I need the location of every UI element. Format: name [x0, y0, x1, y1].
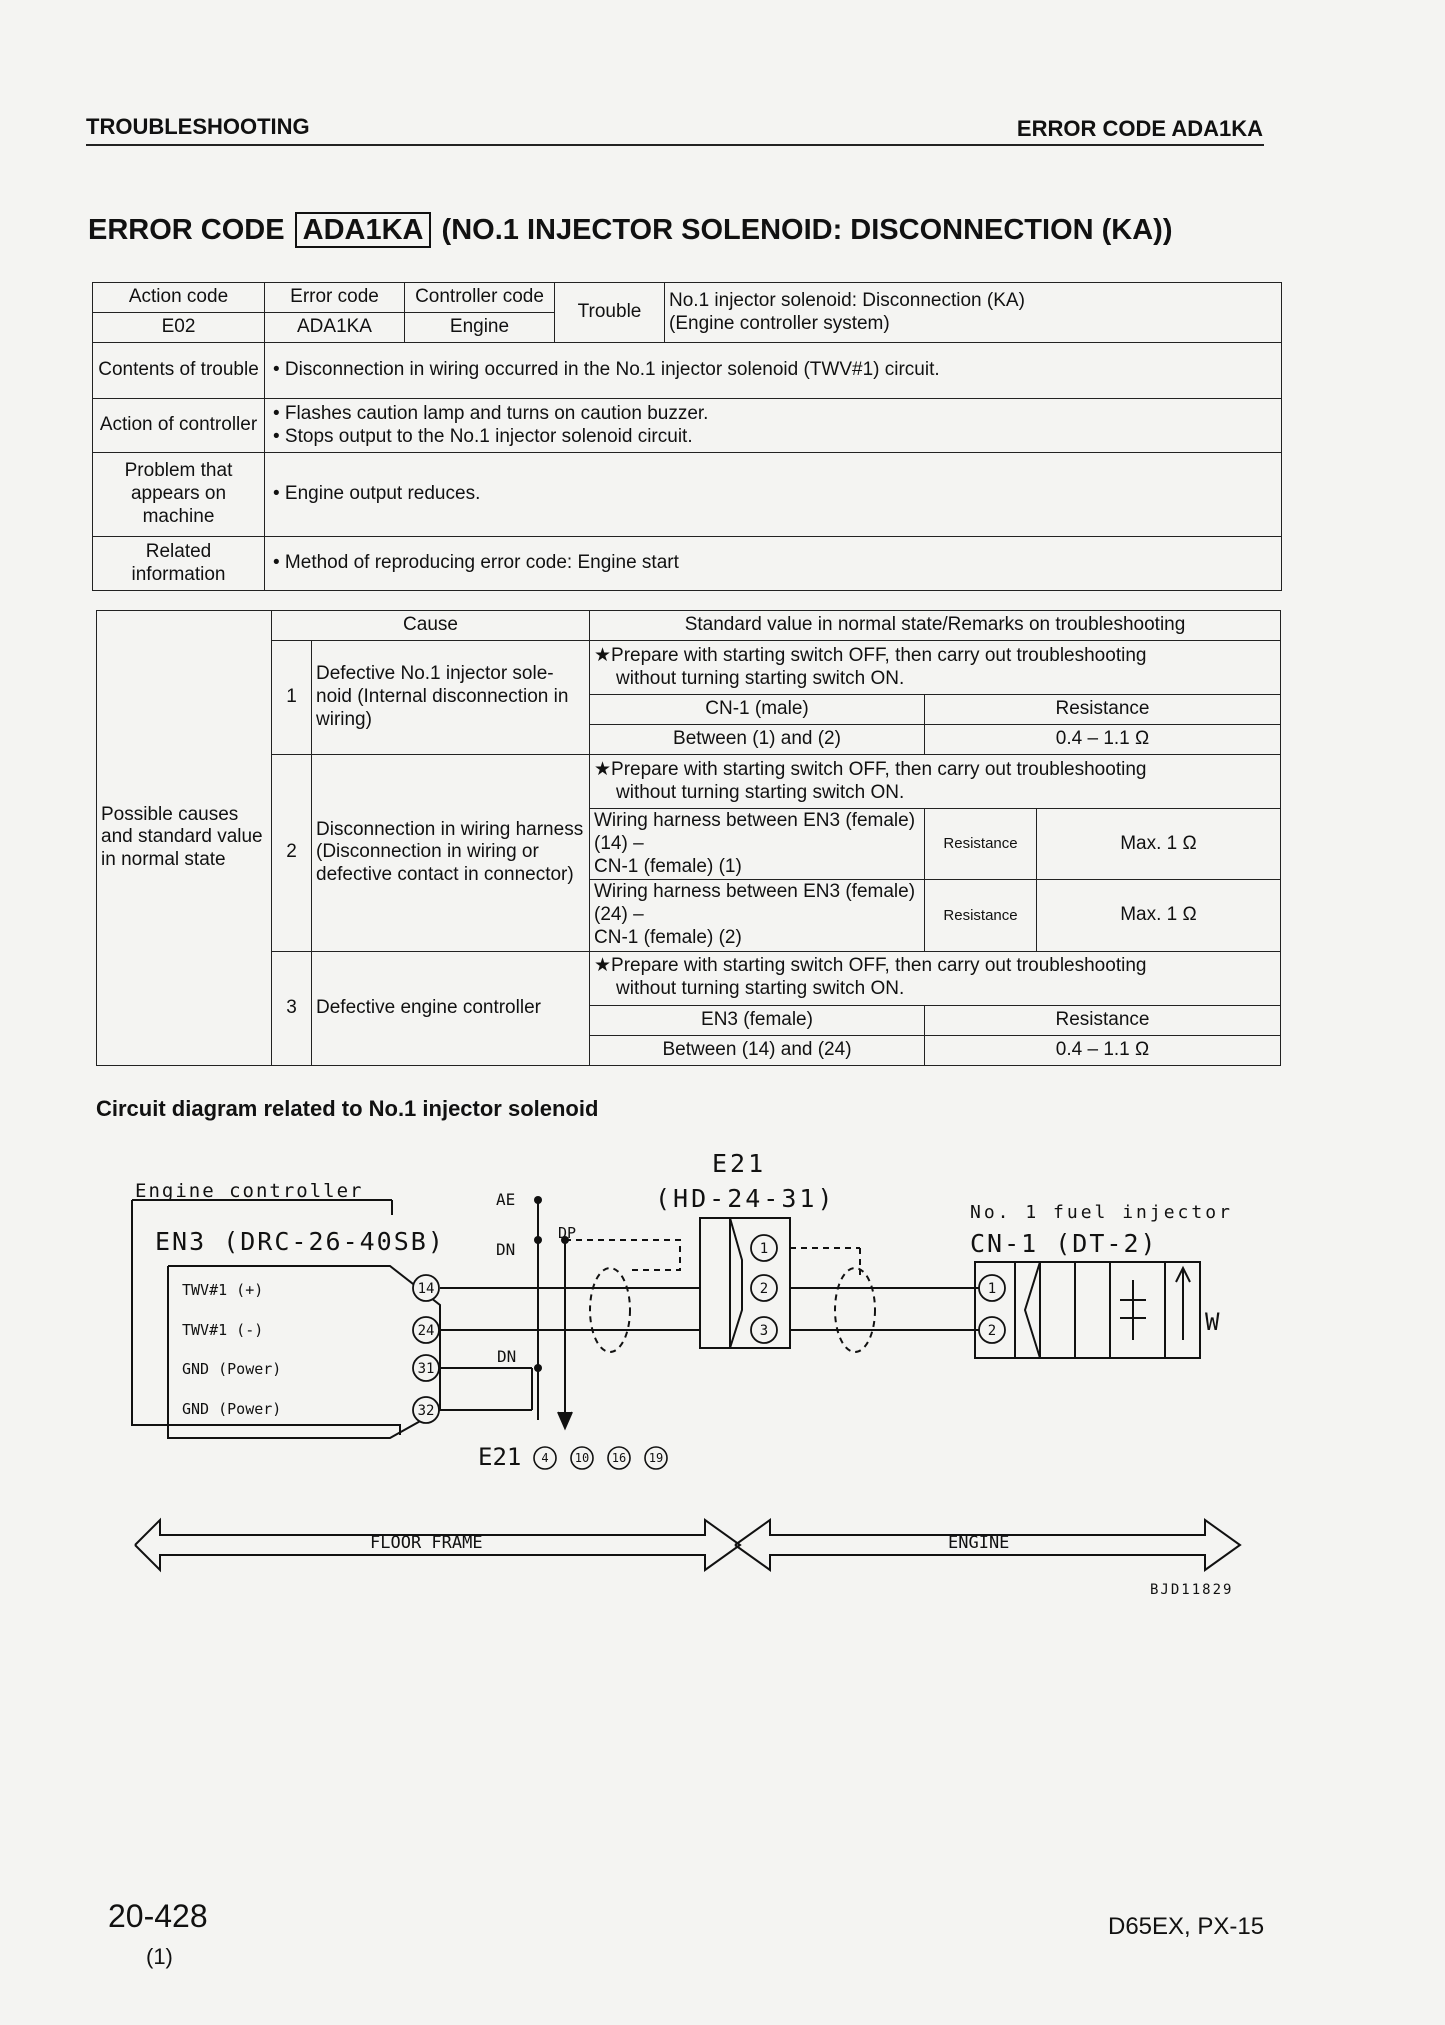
- measure-col2-header: Resistance: [925, 1005, 1281, 1035]
- pin-label: 1: [987, 1281, 997, 1297]
- error-code-box: ADA1KA: [295, 212, 432, 248]
- harness-check-1-value: Max. 1 Ω: [1037, 809, 1281, 880]
- floor-frame-label: FLOOR FRAME: [370, 1533, 483, 1553]
- possible-causes-label: Possible causes and standard value in normal state: [97, 611, 272, 1066]
- cause-number: 3: [272, 951, 312, 1065]
- ae-label: AE: [496, 1190, 516, 1209]
- ground-pin: 19: [648, 1451, 664, 1465]
- e21-ground-label: E21: [478, 1443, 522, 1471]
- injector-connector: CN-1 (DT-2): [970, 1229, 1158, 1258]
- dn-label: DN: [496, 1240, 516, 1259]
- prepare-note: ★Prepare with starting switch OFF, then carry out troubleshooting without turning starting switch ON.: [590, 755, 1281, 809]
- harness-check-2-type: Resistance: [925, 880, 1037, 951]
- measure-col1-header: CN-1 (male): [590, 695, 925, 725]
- pin-name: TWV#1 (-): [182, 1321, 264, 1339]
- measure-col2-value: 0.4 – 1.1 Ω: [925, 725, 1281, 755]
- error-code-value: ADA1KA: [265, 313, 405, 343]
- header-left: TROUBLESHOOTING: [86, 114, 310, 139]
- dn-junction-2: [534, 1364, 542, 1372]
- pin-label: 1: [759, 1241, 769, 1257]
- ground-pin: 16: [611, 1451, 627, 1465]
- cause-number: 2: [272, 755, 312, 952]
- header-right: ERROR CODE ADA1KA: [1016, 116, 1263, 141]
- figure-id: BJD11829: [1150, 1582, 1234, 1598]
- cause-text: Defective engine controller: [312, 951, 590, 1065]
- problem-label: Problem that appears on machine: [93, 453, 265, 537]
- revision: (1): [146, 1944, 173, 1969]
- pin-name: TWV#1 (+): [182, 1281, 264, 1299]
- page-title: ERROR CODE ADA1KA (NO.1 INJECTOR SOLENOID: DISCONNECTION (KA)): [88, 214, 1173, 246]
- related-info-label: Related information: [93, 537, 265, 591]
- action-of-controller-text: • Flashes caution lamp and turns on caution buzzer. • Stops output to the No.1 injector solenoid circuit.: [265, 399, 1282, 453]
- action-of-controller-label: Action of controller: [93, 399, 265, 453]
- problem-text: • Engine output reduces.: [265, 453, 1282, 537]
- pin-name: GND (Power): [182, 1400, 282, 1418]
- pin-label: 24: [417, 1323, 435, 1339]
- harness-check-1: Wiring harness between EN3 (female) (14) – CN-1 (female) (1): [590, 809, 925, 880]
- ground-pin: 10: [574, 1451, 590, 1465]
- measure-col1-header: EN3 (female): [590, 1005, 925, 1035]
- action-code-label: Action code: [93, 283, 265, 313]
- prepare-note: ★Prepare with starting switch OFF, then carry out troubleshooting without turning starting switch ON.: [590, 641, 1281, 695]
- measure-col2-header: Resistance: [925, 695, 1281, 725]
- controller-label: Engine controller: [135, 1180, 364, 1202]
- trouble-label: Trouble: [555, 283, 665, 343]
- harness-check-1-type: Resistance: [925, 809, 1037, 880]
- en3-label: EN3 (DRC-26-40SB): [155, 1227, 445, 1256]
- circuit-title: Circuit diagram related to No.1 injector solenoid: [96, 1096, 599, 1121]
- pin-name: GND (Power): [182, 1360, 282, 1378]
- dn-junction: [534, 1236, 542, 1244]
- pin-label: 3: [759, 1323, 769, 1339]
- pin-label: 32: [417, 1403, 435, 1419]
- engine-label: ENGINE: [948, 1533, 1010, 1553]
- ae-junction: [534, 1196, 542, 1204]
- ground-pin: 4: [541, 1451, 549, 1465]
- measure-col2-value: 0.4 – 1.1 Ω: [925, 1035, 1281, 1065]
- model-name: D65EX, PX-15: [1108, 1913, 1265, 1940]
- measure-col1-value: Between (1) and (2): [590, 725, 925, 755]
- related-info-text: • Method of reproducing error code: Engine start: [265, 537, 1282, 591]
- harness-check-2: Wiring harness between EN3 (female) (24) – CN-1 (female) (2): [590, 880, 925, 951]
- controller-code-label: Controller code: [405, 283, 555, 313]
- e21-subtitle: (HD-24-31): [655, 1184, 836, 1213]
- pin-label: 14: [417, 1281, 435, 1297]
- injector-title: No. 1 fuel injector: [970, 1202, 1233, 1223]
- action-code-value: E02: [93, 313, 265, 343]
- controller-code-value: Engine: [405, 313, 555, 343]
- dn-label-2: DN: [497, 1347, 517, 1366]
- cause-text: Disconnection in wiring harness (Disconnection in wiring or defective contact in connector): [312, 755, 590, 952]
- dp-label: DP: [558, 1224, 577, 1242]
- page-number: 20-428: [108, 1898, 208, 1934]
- harness-check-2-value: Max. 1 Ω: [1037, 880, 1281, 951]
- pin-label: 31: [417, 1361, 435, 1377]
- injector-symbol: W: [1205, 1308, 1220, 1336]
- cause-number: 1: [272, 641, 312, 755]
- e21-title: E21: [712, 1149, 767, 1178]
- measure-col1-value: Between (14) and (24): [590, 1035, 925, 1065]
- contents-label: Contents of trouble: [93, 343, 265, 399]
- trouble-description: No.1 injector solenoid: Disconnection (KA) (Engine controller system): [665, 283, 1282, 343]
- error-code-label: Error code: [265, 283, 405, 313]
- cause-header: Cause: [272, 611, 590, 641]
- pin-label: 2: [759, 1281, 769, 1297]
- standard-value-header: Standard value in normal state/Remarks on troubleshooting: [590, 611, 1281, 641]
- cause-text: Defective No.1 injector sole-noid (Internal disconnection in wiring): [312, 641, 590, 755]
- prepare-note: ★Prepare with starting switch OFF, then carry out troubleshooting without turning starting switch ON.: [590, 951, 1281, 1005]
- contents-text: • Disconnection in wiring occurred in the No.1 injector solenoid (TWV#1) circuit.: [265, 343, 1282, 399]
- pin-label: 2: [987, 1323, 997, 1339]
